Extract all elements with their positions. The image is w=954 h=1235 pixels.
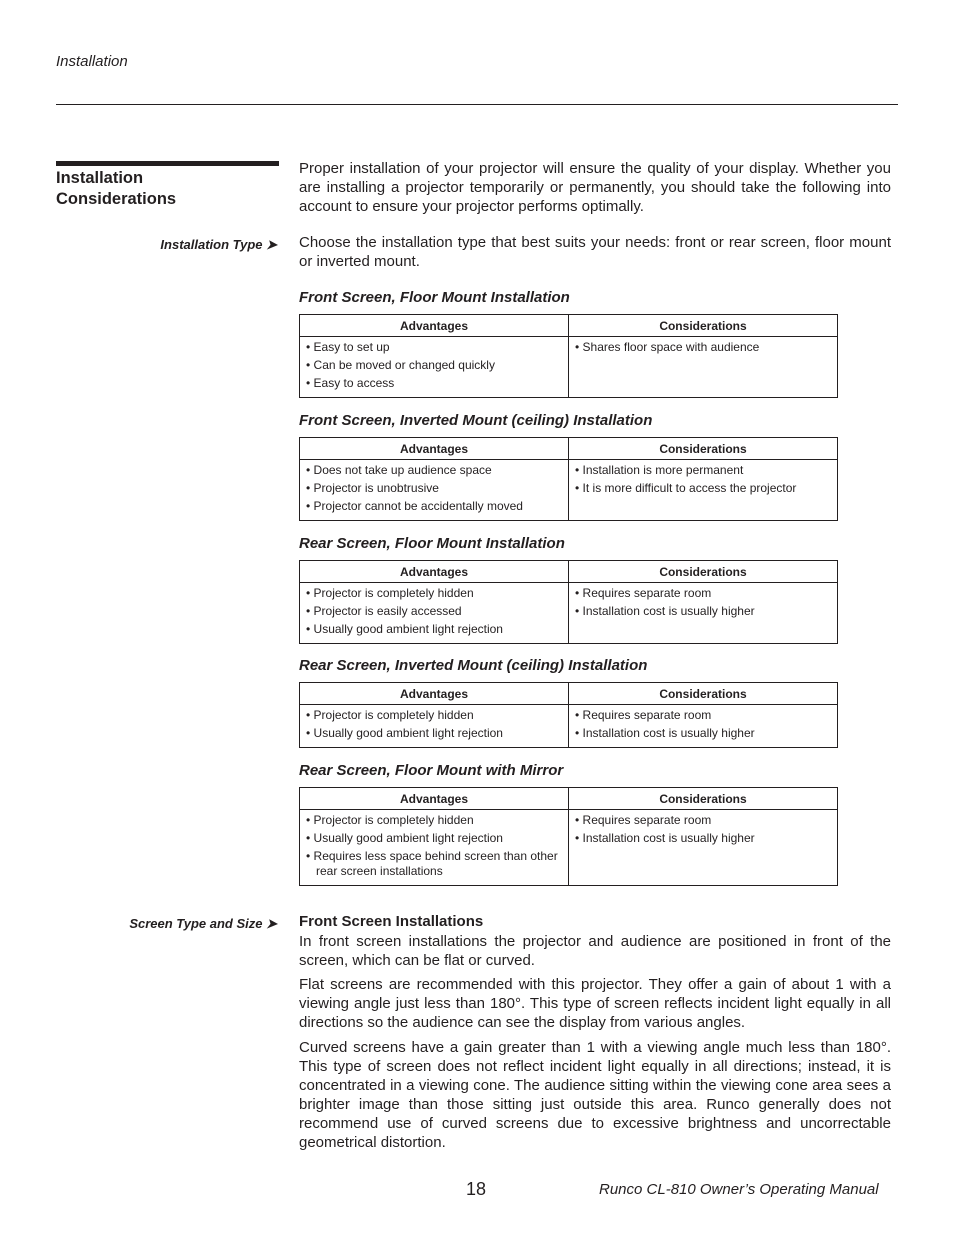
page-number: 18 <box>466 1179 487 1199</box>
running-header: Installation <box>56 53 128 70</box>
installation-type-text: Choose the installation type that best suits your needs: front or rear screen, floor mount or inverted mount. <box>299 234 891 270</box>
list-item: • Installation cost is usually higher <box>575 831 755 845</box>
advantages-header: Advantages <box>300 788 569 810</box>
advantages-cell <box>300 810 569 886</box>
section-bar <box>56 161 279 166</box>
list-item: • Usually good ambient light rejection <box>306 831 503 845</box>
considerations-cell <box>569 705 838 748</box>
considerations-header: Considerations <box>569 315 838 337</box>
list-item: • Projector is unobtrusive <box>306 481 439 495</box>
list-item: • Requires less space behind screen than other rear screen installations <box>306 849 558 878</box>
list-item: • Easy to access <box>306 376 395 390</box>
considerations-cell <box>569 337 838 398</box>
comparison-table <box>299 437 838 521</box>
comparison-table <box>299 314 838 398</box>
front-screen-paragraph-2: Flat screens are recommended with this projector. They offer a gain of about 1 with a viewing angle just less than 180°. This type of screen reflects incident light equally in all directions so the audience can see the display from various angles. <box>299 976 891 1031</box>
list-item: • Does not take up audience space <box>306 463 492 477</box>
comparison-table <box>299 682 838 748</box>
intro-paragraph: Proper installation of your projector will ensure the quality of your display. Whether you are installing a projector temporarily or permanently, you should take the following into account to ensure your projector performs optimally. <box>299 160 891 215</box>
list-item: • Projector cannot be accidentally moved <box>306 499 523 513</box>
section-title-line2: Considerations <box>56 190 177 208</box>
front-screen-heading: Front Screen Installations <box>299 913 484 930</box>
installation-type-label: Installation Type ➤ <box>160 237 277 252</box>
list-item: • Usually good ambient light rejection <box>306 726 503 740</box>
list-item: • Can be moved or changed quickly <box>306 358 495 372</box>
list-item: • Usually good ambient light rejection <box>306 622 503 636</box>
table-title: Front Screen, Inverted Mount (ceiling) Installation <box>299 412 653 429</box>
front-screen-paragraph-1: In front screen installations the projector and audience are positioned in front of the screen, which can be flat or curved. <box>299 933 891 969</box>
advantages-cell <box>300 705 569 748</box>
advantages-header: Advantages <box>300 683 569 705</box>
list-item: • Installation is more permanent <box>575 463 744 477</box>
list-item: • Requires separate room <box>575 813 712 827</box>
advantages-cell <box>300 583 569 644</box>
considerations-cell <box>569 460 838 521</box>
considerations-cell <box>569 583 838 644</box>
list-item: • Projector is completely hidden <box>306 708 474 722</box>
list-item: • Projector is completely hidden <box>306 586 474 600</box>
advantages-cell <box>300 337 569 398</box>
list-item: • Projector is completely hidden <box>306 813 474 827</box>
table-title: Rear Screen, Floor Mount with Mirror <box>299 762 564 779</box>
advantages-header: Advantages <box>300 315 569 337</box>
list-item: • Installation cost is usually higher <box>575 726 755 740</box>
considerations-header: Considerations <box>569 788 838 810</box>
list-item: • Requires separate room <box>575 708 712 722</box>
list-item: • Projector is easily accessed <box>306 604 462 618</box>
front-screen-paragraph-3: Curved screens have a gain greater than 1 with a viewing angle much less than 180°. This type of screen does not reflect incident light equally in all directions; instead, it is concentrated in a viewing cone. The audience sitting within the viewing cone area sees a brighter image than those sitting just outside this area. Runco generally does not recommend use of curved screens due to excessive brightness and uncorrectable geometrical distortion. <box>299 1039 891 1151</box>
screen-type-label: Screen Type and Size ➤ <box>129 916 277 931</box>
considerations-header: Considerations <box>569 438 838 460</box>
comparison-table <box>299 787 838 886</box>
list-item: • Installation cost is usually higher <box>575 604 755 618</box>
comparison-table <box>299 560 838 644</box>
considerations-header: Considerations <box>569 561 838 583</box>
advantages-cell <box>300 460 569 521</box>
list-item: • Requires separate room <box>575 586 712 600</box>
advantages-header: Advantages <box>300 561 569 583</box>
table-title: Rear Screen, Inverted Mount (ceiling) Installation <box>299 657 648 674</box>
table-title: Rear Screen, Floor Mount Installation <box>299 535 565 552</box>
list-item: • Shares floor space with audience <box>575 340 760 354</box>
section-title-line1: Installation <box>56 169 144 187</box>
footer-title: Runco CL-810 Owner’s Operating Manual <box>599 1181 879 1198</box>
list-item: • It is more difficult to access the projector <box>575 481 797 495</box>
considerations-cell <box>569 810 838 886</box>
advantages-header: Advantages <box>300 438 569 460</box>
considerations-header: Considerations <box>569 683 838 705</box>
header-rule <box>56 104 898 105</box>
table-title: Front Screen, Floor Mount Installation <box>299 289 570 306</box>
list-item: • Easy to set up <box>306 340 390 354</box>
section-title <box>56 168 279 210</box>
